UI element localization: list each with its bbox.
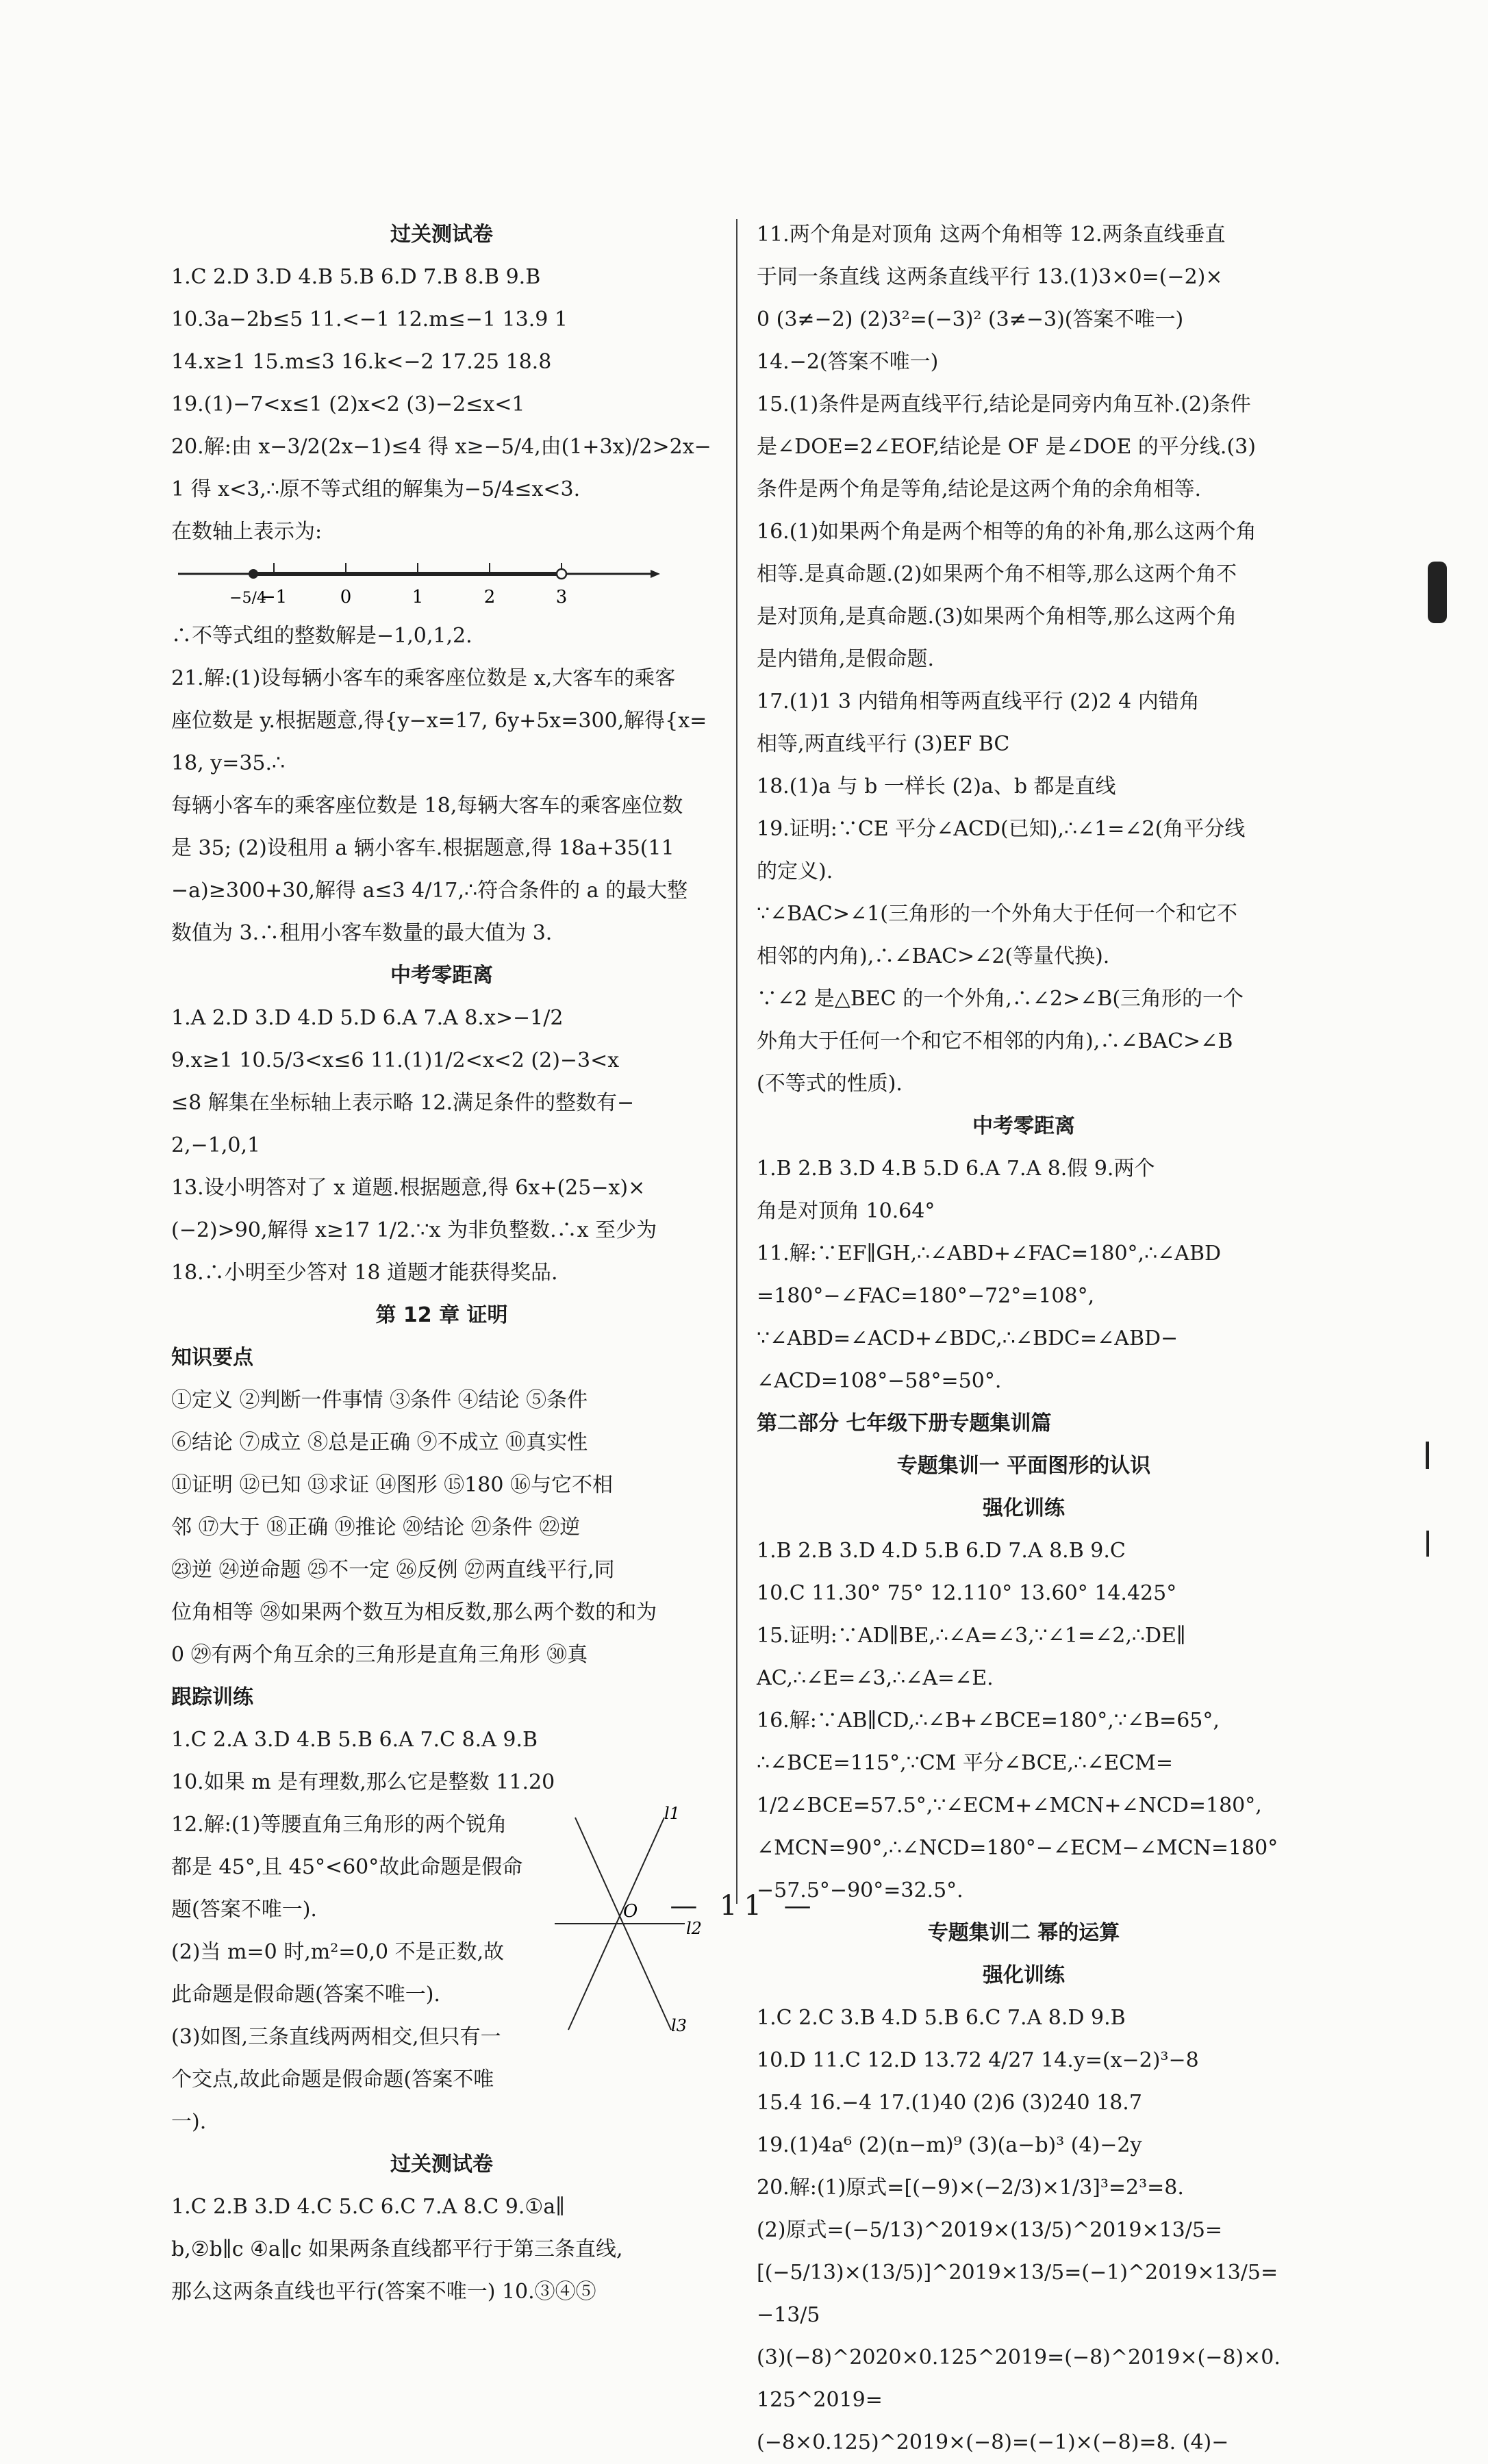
answer-line: −a)≥300+30,解得 a≤3 4/17,∴符合条件的 a 的最大整 [171,879,688,903]
answer-line: AC,∴∠E=∠3,∴∠A=∠E. [757,1666,994,1690]
answer-line: 的定义). [757,859,833,883]
column-divider [736,219,737,1904]
answer-line: 每辆小客车的乘客座位数是 18,每辆大客车的乘客座位数 [171,794,683,818]
answer-line: ∴不等式组的整数解是−1,0,1,2. [171,624,472,648]
answer-line: 10.如果 m 是有理数,那么它是整数 11.20 [171,1770,555,1794]
answer-line: b,②b∥c ④a∥c 如果两条直线都平行于第三条直线, [171,2237,623,2261]
answer-line: 1.A 2.D 3.D 4.D 5.D 6.A 7.A 8.x>−1/2 [171,1006,564,1030]
answer-line: 1/2∠BCE=57.5°,∵∠ECM+∠MCN+∠NCD=180°, [757,1794,1262,1818]
answer-line: 座位数是 y.根据题意,得{y−x=17, 6y+5x=300,解得{x=18, y=35.∴ [171,709,707,775]
part-heading: 第二部分 七年级下册专题集训篇 [757,1411,1052,1435]
answer-line: =180°−∠FAC=180°−72°=108°, [757,1284,1095,1308]
answer-line: 0 (3≠−2) (2)3²=(−3)² (3≠−3)(答案不唯一) [757,307,1184,331]
answer-line: 条件是两个角是等角,结论是这两个角的余角相等. [757,477,1202,501]
answer-line: ∠MCN=90°,∴∠NCD=180°−∠ECM−∠MCN=180° [757,1836,1278,1860]
answer-line: 一). [171,2110,207,2134]
answer-line: 是内错角,是假命题. [757,647,935,671]
answer-line: 10.C 11.30° 75° 12.110° 13.60° 14.425° [757,1581,1177,1605]
answer-line: 1.C 2.C 3.B 4.D 5.B 6.C 7.A 8.D 9.B [757,2006,1126,2030]
answer-line: 是 35; (2)设租用 a 辆小客车.根据题意,得 18a+35(11 [171,836,674,860]
answer-line: 19.证明:∵CE 平分∠ACD(已知),∴∠1=∠2(角平分线 [757,817,1246,841]
answer-line: 1.C 2.A 3.D 4.B 5.B 6.A 7.C 8.A 9.B [171,1728,538,1752]
answer-line: 那么这两条直线也平行(答案不唯一) 10.③④⑤ [171,2280,596,2304]
line-label-l1: l1 [664,1804,680,1823]
figure-row [171,1804,712,2144]
subsection-title: 跟踪训练 [171,1685,253,1709]
answer-line: 19.(1)−7<x≤1 (2)x<2 (3)−2≤x<1 [171,392,525,416]
chapter-title: 第 12 章 证明 [375,1303,508,1327]
answer-line: (2)原式=(−5/13)^2019×(13/5)^2019×13/5= [757,2218,1223,2242]
answer-line: ∵∠2 是△BEC 的一个外角,∴∠2>∠B(三角形的一个 [757,987,1244,1011]
answer-line: 16.(1)如果两个角是两个相等的角的补角,那么这两个角 [757,520,1257,544]
answer-line: 9.x≥1 10.5/3<x≤6 11.(1)1/2<x<2 (2)−3<x [171,1048,620,1072]
answer-line: 19.(1)4a⁶ (2)(n−m)⁹ (3)(a−b)³ (4)−2y [757,2133,1142,2157]
answer-line: 1.C 2.D 3.D 4.B 5.B 6.D 7.B 8.B 9.B [171,265,541,289]
answer-line: 11.两个角是对顶角 这两个角相等 12.两条直线垂直 [757,223,1226,247]
scan-mark [1426,1442,1429,1469]
answer-line: 20.解:(1)原式=[(−9)×(−2/3)×1/3]³=2³=8. [757,2176,1184,2200]
answer-line: 题(答案不唯一). [171,1898,317,1922]
answer-line: ∠ACD=108°−58°=50°. [757,1369,1002,1393]
numline-label: 1 [412,587,424,607]
subsection-title: 强化训练 [983,1496,1065,1520]
answer-line: 邻 ⑰大于 ⑱正确 ⑲推论 ⑳结论 ㉑条件 ㉒逆 [171,1516,581,1539]
numline-label: −1 [260,587,288,607]
answer-line: ∵∠BAC>∠1(三角形的一个外角大于任何一个和它不 [757,902,1237,926]
answer-line: 14.−2(答案不唯一) [757,350,939,374]
answer-line: 1.B 2.B 3.D 4.D 5.B 6.D 7.A 8.B 9.C [757,1539,1126,1563]
line-label-l3: l3 [671,2016,687,2035]
left-column [171,214,712,2313]
section-title-pass-test: 过关测试卷 [390,223,493,247]
answer-line: [(−5/13)×(13/5)]^2019×13/5=(−1)^2019×13/5=−13/5 [757,2261,1278,2327]
answer-line: 外角大于任何一个和它不相邻的内角),∴∠BAC>∠B [757,1029,1233,1053]
answer-line: 此命题是假命题(答案不唯一). [171,1983,440,2007]
answer-line: 18.∴小明至少答对 18 道题才能获得奖品. [171,1261,558,1285]
number-line-figure [171,553,712,615]
section-title-pass-test: 过关测试卷 [390,2152,493,2176]
answer-line: 2,−1,0,1 [171,1133,261,1157]
answer-line: 15.(1)条件是两直线平行,结论是同旁内角互补.(2)条件 [757,392,1251,416]
answer-line: ∵∠ABD=∠ACD+∠BDC,∴∠BDC=∠ABD− [757,1327,1178,1350]
subsection-title: 知识要点 [171,1346,253,1370]
numline-label: −5/4 [229,590,266,607]
scan-mark [1426,1531,1429,1557]
answer-line: 10.3a−2b≤5 11.<−1 12.m≤−1 13.9 1 [171,307,568,331]
topic-title: 专题集训一 平面图形的认识 [896,1454,1151,1478]
answer-line: 于同一条直线 这两条直线平行 13.(1)3×0=(−2)× [757,265,1223,289]
answer-line: ⑪证明 ⑫已知 ⑬求证 ⑭图形 ⑮180 ⑯与它不相 [171,1473,613,1497]
answer-line: (3)如图,三条直线两两相交,但只有一 [171,2025,501,2049]
answer-line: ⑥结论 ⑦成立 ⑧总是正确 ⑨不成立 ⑩真实性 [171,1431,588,1455]
answer-line: ①定义 ②判断一件事情 ③条件 ④结论 ⑤条件 [171,1388,588,1412]
subsection-title: 强化训练 [983,1963,1065,1987]
line-label-l2: l2 [686,1919,702,1938]
numline-label: 0 [340,587,352,607]
answer-line: (2)当 m=0 时,m²=0,0 不是正数,故 [171,1940,505,1964]
answer-line: 11.解:∵EF∥GH,∴∠ABD+∠FAC=180°,∴∠ABD [757,1242,1222,1266]
scan-mark [1428,562,1447,623]
answer-line: 是∠DOE=2∠EOF,结论是 OF 是∠DOE 的平分线.(3) [757,435,1256,459]
answer-line: 位角相等 ㉘如果两个数互为相反数,那么两个数的和为 [171,1600,657,1624]
answer-line: 14.x≥1 15.m≤3 16.k<−2 17.25 18.8 [171,350,552,374]
answer-line: 是对顶角,是真命题.(3)如果两个角相等,那么这两个角 [757,605,1237,629]
answer-line: 1.B 2.B 3.D 4.B 5.D 6.A 7.A 8.假 9.两个 [757,1157,1155,1181]
answer-line: 12.解:(1)等腰直角三角形的两个锐角 [171,1813,507,1837]
answer-line: 1.C 2.B 3.D 4.C 5.C 6.C 7.A 8.C 9.①a∥ [171,2195,566,2219]
answer-line: 17.(1)1 3 内错角相等两直线平行 (2)2 4 内错角 [757,690,1200,714]
right-column [757,214,1291,2464]
answer-line: ∴∠BCE=115°,∵CM 平分∠BCE,∴∠ECM= [757,1751,1173,1775]
answer-line: 1 得 x<3,∴原不等式组的解集为−5/4≤x<3. [171,477,581,501]
answer-line: (不等式的性质). [757,1072,903,1096]
answer-line: (−2)>90,解得 x≥17 1/2.∵x 为非负整数.∴x 至少为 [171,1218,657,1242]
answer-line: 13.设小明答对了 x 道题.根据题意,得 6x+(25−x)× [171,1176,646,1200]
answer-line: ≤8 解集在坐标轴上表示略 12.满足条件的整数有− [171,1091,635,1115]
answer-line: 相等,两直线平行 (3)EF BC [757,732,1010,756]
answer-line: 角是对顶角 10.64° [757,1199,935,1223]
answer-line: 16.解:∵AB∥CD,∴∠B+∠BCE=180°,∵∠B=65°, [757,1709,1220,1733]
answer-line: 15.4 16.−4 17.(1)40 (2)6 (3)240 18.7 [757,2091,1142,2115]
answer-line: 数值为 3.∴租用小客车数量的最大值为 3. [171,921,553,945]
answer-line: 相邻的内角),∴∠BAC>∠2(等量代换). [757,944,1110,968]
answer-line: 都是 45°,且 45°<60°故此命题是假命 [171,1855,523,1879]
topic-title: 专题集训二 幂的运算 [927,1921,1120,1945]
answer-line: −57.5°−90°=32.5°. [757,1878,963,1902]
answer-line: 在数轴上表示为: [171,520,323,544]
section-title-exam: 中考零距离 [390,964,493,988]
answer-line: 10.D 11.C 12.D 13.72 4/27 14.y=(x−2)³−8 [757,2048,1199,2072]
answer-line: 个交点,故此命题是假命题(答案不唯 [171,2067,494,2091]
answer-line: (−8×0.125)^2019×(−8)=(−1)×(−8)=8. (4)− [757,2430,1229,2454]
answer-line: 0 ㉙有两个角互余的三角形是直角三角形 ㉚真 [171,1643,588,1667]
answer-line: 相等.是真命题.(2)如果两个角不相等,那么这两个角不 [757,562,1237,586]
section-title-exam: 中考零距离 [972,1114,1075,1138]
answer-line: ㉓逆 ㉔逆命题 ㉕不一定 ㉖反例 ㉗两直线平行,同 [171,1558,615,1582]
point-label-o: O [623,1901,638,1922]
numline-label: 2 [483,587,496,607]
answer-line: (3)(−8)^2020×0.125^2019=(−8)^2019×(−8)×0.125^2019= [757,2346,1281,2412]
answer-line: 20.解:由 x−3/2(2x−1)≤4 得 x≥−5/4,由(1+3x)/2>2x− [171,435,711,459]
answer-line: 15.证明:∵AD∥BE,∴∠A=∠3,∵∠1=∠2,∴DE∥ [757,1624,1186,1648]
numline-label: 3 [555,587,568,607]
answer-line: 21.解:(1)设每辆小客车的乘客座位数是 x,大客车的乘客 [171,666,676,690]
page-number: — 11 — [670,1890,818,1922]
answer-line: 18.(1)a 与 b 一样长 (2)a、b 都是直线 [757,775,1116,799]
